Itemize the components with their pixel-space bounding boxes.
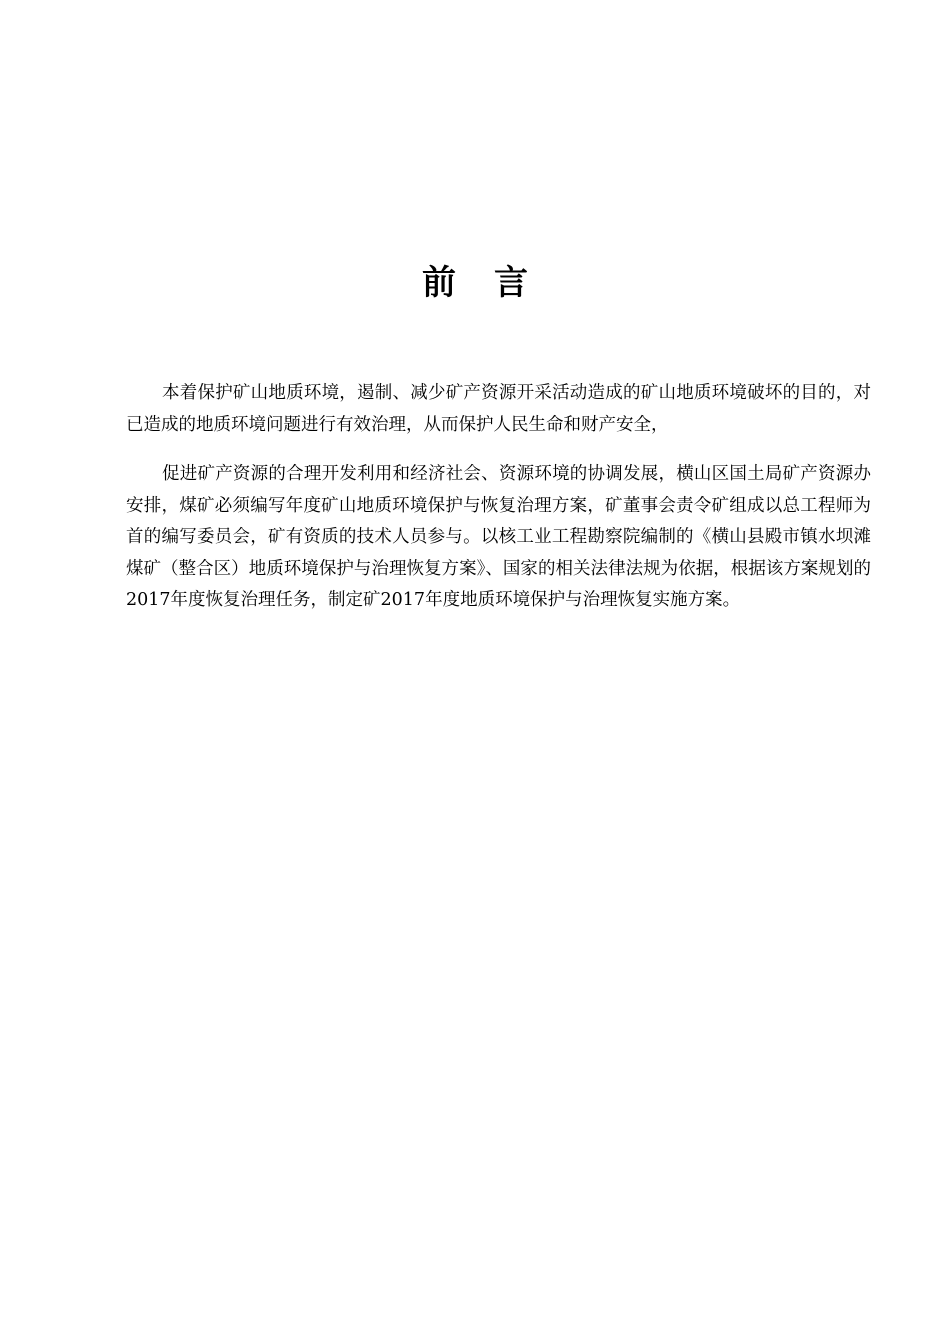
paragraph-2: 促进矿产资源的合理开发利用和经济社会、资源环境的协调发展，横山区国土局矿产资源办安排，煤矿必须编写年度矿山地质环境保护与恢复治理方案，矿董事会责令矿组成以总工程师为首的编写委员会，矿有资质的技术人员参与。以核工业工程勘察院编制的《横山县殿市镇水坝滩煤矿（整合区）地质环境保护与治理恢复方案》、国家的相关法律法规为依据，根据该方案规划的2017年度恢复治理任务，制定矿2017年度地质环境保护与治理恢复实施方案。	[126, 464, 871, 610]
paragraph-1: 本着保护矿山地质环境，遏制、减少矿产资源开采活动造成的矿山地质环境破坏的目的，对已造成的地质环境问题进行有效治理，从而保护人民生命和财产安全，	[126, 383, 871, 435]
page-title: 前言	[422, 263, 566, 303]
